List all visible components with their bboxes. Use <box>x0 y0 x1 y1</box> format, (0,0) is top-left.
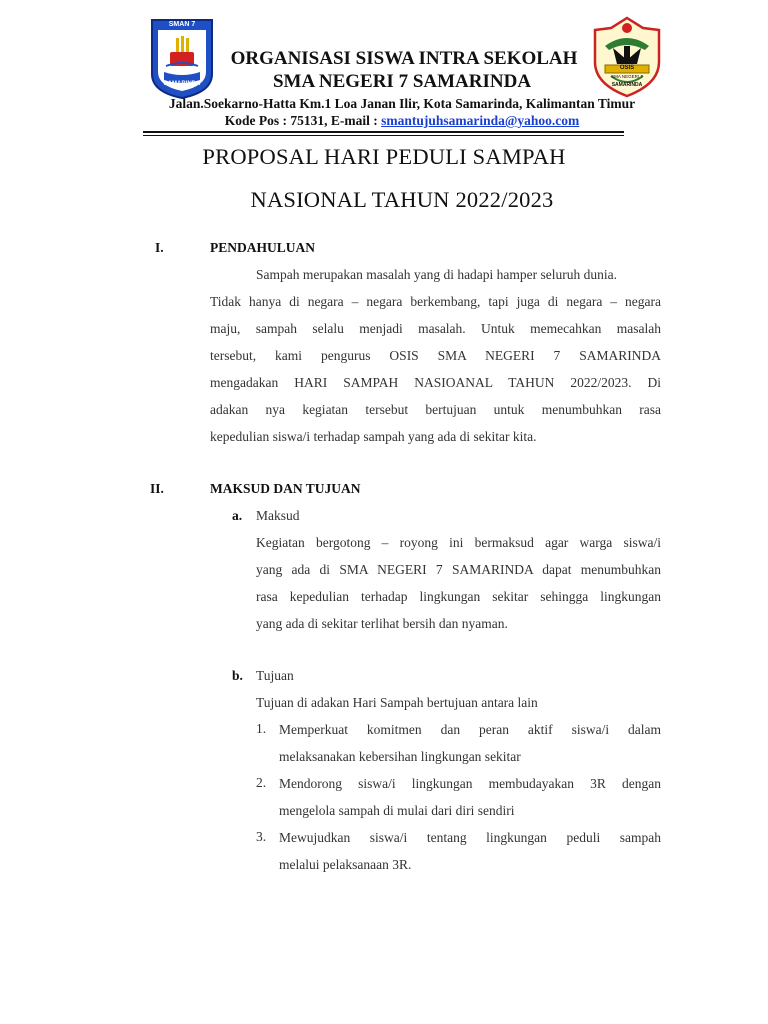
subsection-title: Tujuan <box>256 668 294 683</box>
paragraph-line: adakan nya kegiatan tersebut bertujuan untuk menumbuhkan rasa <box>210 402 661 417</box>
org-name: ORGANISASI SISWA INTRA SEKOLAH <box>230 48 578 69</box>
school-name: SMA NEGERI 7 SAMARINDA <box>272 71 532 92</box>
section-number: II. <box>150 481 164 496</box>
osis-logo-banner-text: OSIS <box>619 65 635 71</box>
school-logo-top-text: SMAN 7 <box>168 21 196 28</box>
contact-line <box>18 113 768 129</box>
school-logo-bottom-text: SAMARINDA <box>163 81 201 87</box>
list-item-number: 3. <box>256 829 267 844</box>
paragraph-line: kepedulian siswa/i terhadap sampah yang ada di sekitar kita. <box>210 429 537 444</box>
subsection-intro: Tujuan di adakan Hari Sampah bertujuan antara lain <box>256 695 538 710</box>
subsection-letter: b. <box>232 668 243 683</box>
section-number: I. <box>155 240 164 255</box>
paragraph-line: Tidak hanya di negara – negara berkembang, tapi juga di negara – negara <box>210 294 661 309</box>
list-item-number: 1. <box>256 721 267 736</box>
paragraph-line: maju, sampah selalu menjadi masalah. Untuk memecahkan masalah <box>210 321 661 336</box>
osis-logo-bottom-text: SAMARINDA <box>611 82 643 88</box>
subsection-title: Maksud <box>256 508 300 523</box>
paragraph-line: yang ada di SMA NEGERI 7 SAMARINDA dapat menumbuhkan <box>256 562 661 577</box>
address: Jalan.Soekarno-Hatta Km.1 Loa Janan Ilir, Kota Samarinda, Kalimantan Timur <box>168 96 636 111</box>
letterhead-divider-thin <box>143 135 624 136</box>
list-item-line: Memperkuat komitmen dan peran aktif siswa/i dalam <box>279 722 661 737</box>
list-item-line: melalui pelaksanaan 3R. <box>279 857 412 872</box>
list-item-line: Mendorong siswa/i lingkungan membudayakan 3R dengan <box>279 776 661 791</box>
email-link[interactable]: smantujuhsamarinda@yahoo.com <box>381 113 580 128</box>
paragraph-line: tersebut, kami pengurus OSIS SMA NEGERI 7 SAMARINDA <box>210 348 661 363</box>
list-item-line: Mewujudkan siswa/i tentang lingkungan peduli sampah <box>279 830 661 845</box>
contact-prefix: Kode Pos : 75131, E-mail : <box>224 113 382 128</box>
list-item-line: melaksanakan kebersihan lingkungan sekitar <box>279 749 521 764</box>
list-item-number: 2. <box>256 775 267 790</box>
proposal-title-line2: NASIONAL TAHUN 2022/2023 <box>250 187 554 212</box>
proposal-title-line1: PROPOSAL HARI PEDULI SAMPAH <box>202 144 566 169</box>
section-heading: PENDAHULUAN <box>210 240 316 255</box>
paragraph-line: mengadakan HARI SAMPAH NASIOANAL TAHUN 2022/2023. Di <box>210 375 661 390</box>
section-heading: MAKSUD DAN TUJUAN <box>210 481 361 496</box>
paragraph-line: yang ada di sekitar terlihat bersih dan nyaman. <box>256 616 508 631</box>
subsection-letter: a. <box>232 508 243 523</box>
osis-logo-mid-text: SMA NEGERI 7 <box>611 74 643 79</box>
paragraph-line: rasa kepedulian terhadap lingkungan sekitar sehingga lingkungan <box>256 589 661 604</box>
paragraph-line: Sampah merupakan masalah yang di hadapi hamper seluruh dunia. <box>256 267 618 282</box>
list-item-line: mengelola sampah di mulai dari diri sendiri <box>279 803 515 818</box>
paragraph-line: Kegiatan bergotong – royong ini bermaksud agar warga siswa/i <box>256 535 661 550</box>
letterhead-divider <box>143 131 624 133</box>
